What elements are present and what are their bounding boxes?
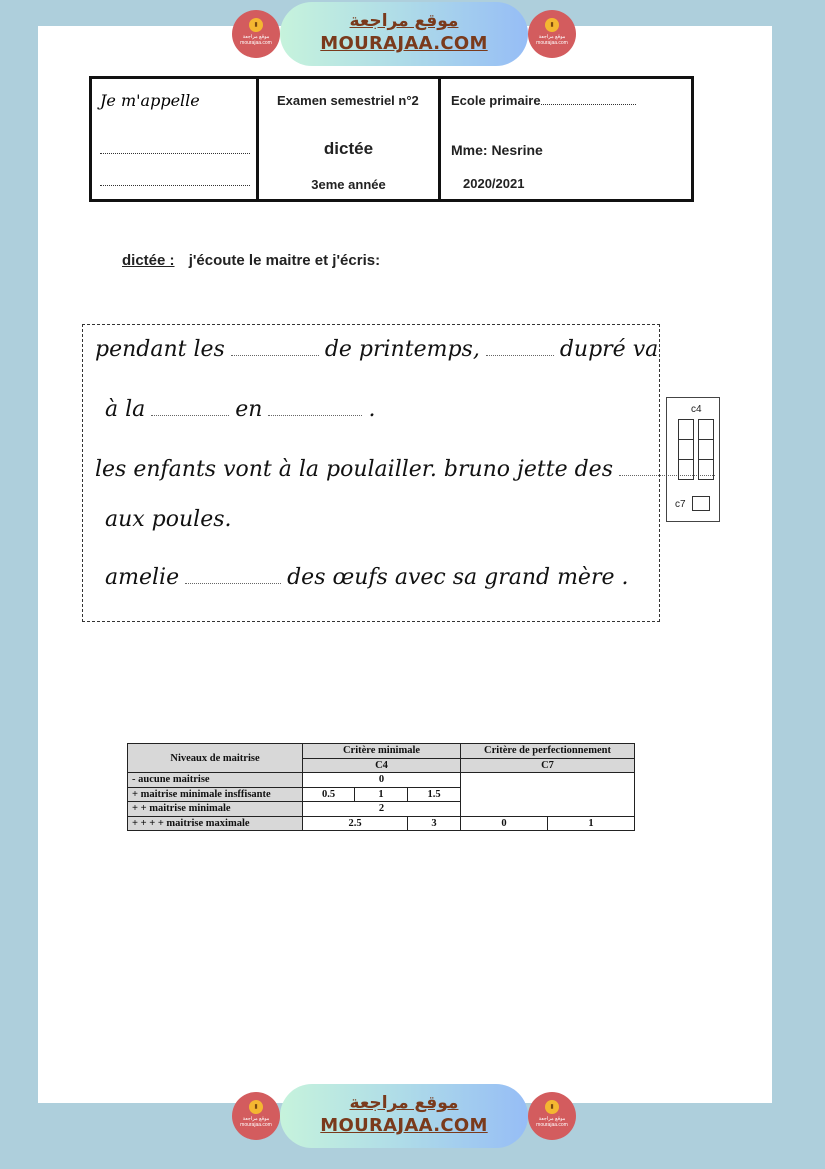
site-logo-left: ▮ موقع مراجعة mourajaa.com [232,10,280,58]
dictation-blank[interactable] [268,412,362,416]
name-blank-2[interactable] [100,185,250,186]
c4-header: C4 [303,758,461,773]
subject-title: dictée [323,139,374,158]
dictation-box [82,324,660,622]
c7-header: C7 [461,758,635,773]
table-row: + + + + maitrise maximale 2.5 3 0 1 [128,816,635,831]
instruction [122,252,380,269]
instruction-text: j'écoute le maitre et j'écris: [188,252,381,269]
exam-info-cell [259,79,441,199]
book-icon: ▮ [545,1100,559,1114]
table-row: + maitrise minimale insffisante 0.5 1 1.5 [128,787,635,802]
dictation-line-2: à la en . [105,397,376,422]
site-link[interactable] [280,2,528,66]
site-logo-left: ▮ موقع مراجعة mourajaa.com [232,1092,280,1140]
bottom-banner[interactable] [230,1082,580,1150]
dictation-blank[interactable] [185,580,281,584]
school-year: 2020/2021 [463,176,525,191]
dictation-line-4: aux poules. [105,507,232,532]
c4-score-grid[interactable] [678,420,714,480]
c7-score-box[interactable] [692,496,710,511]
dictation-blank[interactable] [231,352,319,356]
perf-criterion-header: Critère de perfectionnement [461,744,635,759]
site-url: MOURAJAA.COM [320,33,488,54]
grade-level: 3eme année [311,177,386,192]
site-url: MOURAJAA.COM [320,1115,488,1136]
teacher-name: Mme: Nesrine [451,142,543,158]
school-info-cell [441,79,691,199]
table-row: - aucune maitrise 0 [128,773,635,788]
dictation-line-3: les enfants vont à la poulailler. bruno jette des [95,457,721,482]
site-arabic-name: موقع مراجعة [349,11,459,31]
student-name-cell [92,79,259,199]
criteria-table [127,743,635,831]
exam-header-table [89,76,694,202]
book-icon: ▮ [545,18,559,32]
name-label: Je m'appelle [100,91,200,110]
c7-label: c7 [675,499,686,510]
min-criterion-header: Critère minimale [303,744,461,759]
score-box [666,397,720,522]
table-row: + + maitrise minimale 2 [128,802,635,817]
site-link[interactable] [280,1084,528,1148]
top-banner[interactable] [230,0,580,68]
dictation-line-1: pendant les de printemps, dupré va [95,337,659,362]
name-blank-1[interactable] [100,153,250,154]
c4-label: c4 [691,404,702,415]
site-logo-right: ▮ موقع مراجعة mourajaa.com [528,10,576,58]
book-icon: ▮ [249,18,263,32]
instruction-label: dictée : [122,252,175,269]
school-blank[interactable] [541,104,636,105]
levels-header: Niveaux de maitrise [128,744,303,773]
book-icon: ▮ [249,1100,263,1114]
school-label: Ecole primaire [451,93,636,108]
dictation-blank[interactable] [486,352,554,356]
dictation-line-5: amelie des œufs avec sa grand mère . [105,565,629,590]
exam-title: Examen semestriel n°2 [277,93,419,108]
site-logo-right: ▮ موقع مراجعة mourajaa.com [528,1092,576,1140]
site-arabic-name: موقع مراجعة [349,1093,459,1113]
dictation-blank[interactable] [151,412,229,416]
